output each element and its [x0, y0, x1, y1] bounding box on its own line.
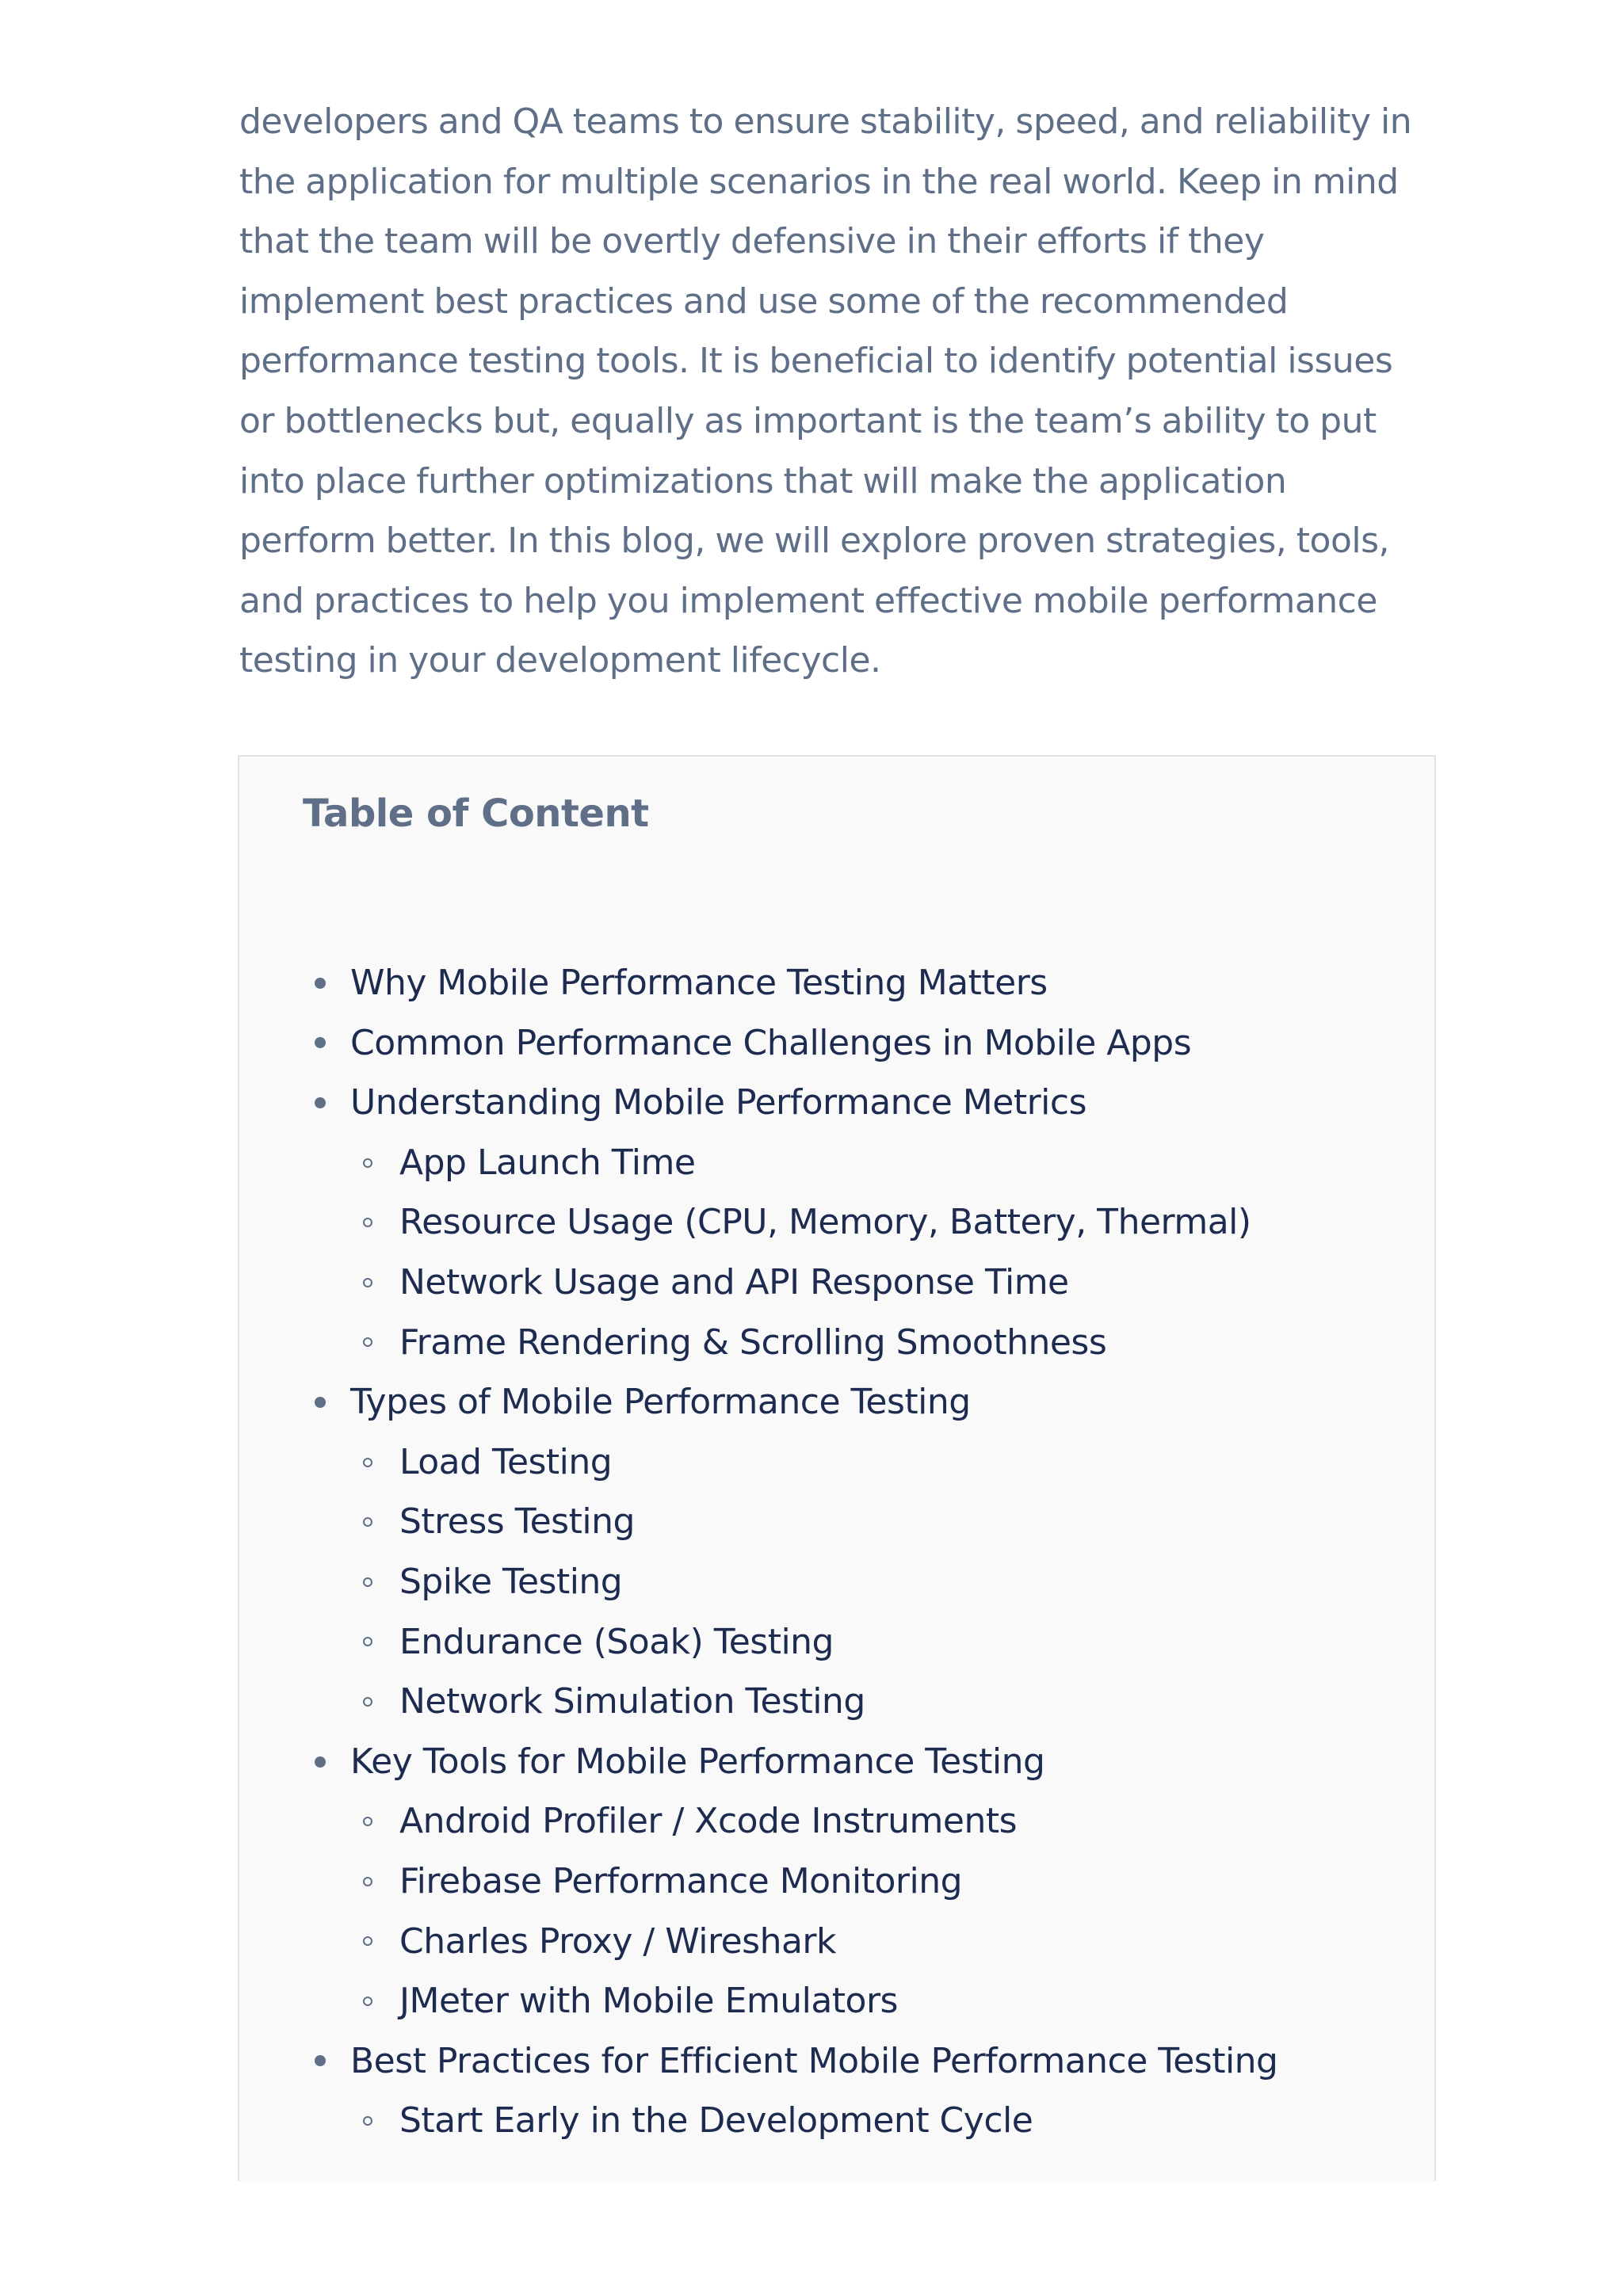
intro-line: the application for multiple scenarios in the real world. Keep in mind — [239, 161, 1399, 202]
toc-link-label[interactable]: Key Tools for Mobile Performance Testing — [350, 1741, 1045, 1782]
toc-link-label[interactable]: JMeter with Mobile Emulators — [399, 1981, 898, 2022]
hollow-bullet-icon — [363, 1337, 372, 1347]
toc-link[interactable] — [306, 1672, 1278, 1732]
toc-link-label[interactable]: Types of Mobile Performance Testing — [350, 1382, 971, 1423]
toc-list — [306, 953, 1278, 2151]
toc-link-label[interactable]: Why Mobile Performance Testing Matters — [350, 963, 1048, 1003]
hollow-bullet-icon — [363, 1218, 372, 1227]
toc-link-label[interactable]: Start Early in the Development Cycle — [399, 2100, 1033, 2142]
toc-link-label[interactable]: Endurance (Soak) Testing — [399, 1621, 834, 1662]
toc-link-label[interactable]: Stress Testing — [399, 1501, 635, 1543]
toc-link[interactable] — [306, 1432, 1278, 1493]
intro-line: testing in your development lifecycle. — [239, 640, 881, 681]
filled-bullet-icon — [315, 1097, 326, 1108]
toc-link[interactable] — [306, 953, 1278, 1013]
toc-link-label[interactable]: Android Profiler / Xcode Instruments — [399, 1801, 1018, 1842]
hollow-bullet-icon — [363, 1936, 372, 1946]
toc-link-label[interactable]: Network Usage and API Response Time — [399, 1261, 1069, 1302]
article-body — [239, 92, 1444, 691]
toc-link-label[interactable]: Spike Testing — [399, 1561, 623, 1602]
toc-link-label[interactable]: Common Performance Challenges in Mobile Apps — [350, 1022, 1192, 1063]
toc-link-label[interactable]: Charles Proxy / Wireshark — [399, 1920, 836, 1962]
toc-link[interactable] — [306, 1013, 1278, 1074]
toc-link[interactable] — [306, 1133, 1278, 1193]
toc-link[interactable] — [306, 1372, 1278, 1432]
filled-bullet-icon — [315, 1397, 326, 1408]
hollow-bullet-icon — [363, 1158, 372, 1168]
toc-link-label[interactable]: Firebase Performance Monitoring — [399, 1860, 963, 1901]
filled-bullet-icon — [315, 1756, 326, 1768]
toc-link[interactable] — [306, 2091, 1278, 2151]
toc-link[interactable] — [306, 1852, 1278, 1912]
intro-line: and practices to help you implement effective mobile performance — [239, 580, 1377, 621]
toc-link[interactable] — [306, 2031, 1278, 2092]
toc-link-label[interactable]: Resource Usage (CPU, Memory, Battery, Thermal) — [399, 1202, 1251, 1243]
hollow-bullet-icon — [363, 1278, 372, 1287]
intro-line: developers and QA teams to ensure stability, speed, and reliability in — [239, 101, 1412, 142]
intro-line: implement best practices and use some of the recommended — [239, 280, 1289, 322]
toc-link[interactable] — [306, 1612, 1278, 1672]
toc-link[interactable] — [306, 1912, 1278, 1972]
hollow-bullet-icon — [363, 1997, 372, 2006]
toc-link[interactable] — [306, 1253, 1278, 1313]
toc-link[interactable] — [306, 1313, 1278, 1373]
table-of-contents — [238, 755, 1436, 2181]
hollow-bullet-icon — [363, 1817, 372, 1826]
toc-link[interactable] — [306, 1192, 1278, 1253]
intro-line: into place further optimizations that will make the application — [239, 460, 1287, 502]
filled-bullet-icon — [315, 2055, 326, 2066]
hollow-bullet-icon — [363, 1458, 372, 1467]
toc-link[interactable] — [306, 1732, 1278, 1792]
toc-link-label[interactable]: App Launch Time — [399, 1142, 696, 1183]
toc-link-label[interactable]: Load Testing — [399, 1441, 613, 1482]
toc-link-label[interactable]: Frame Rendering & Scrolling Smoothness — [399, 1322, 1107, 1363]
intro-line: or bottlenecks but, equally as important is the team’s ability to put — [239, 400, 1377, 441]
hollow-bullet-icon — [363, 1697, 372, 1707]
toc-title: Table of Content — [303, 791, 649, 836]
toc-link-label[interactable]: Network Simulation Testing — [399, 1681, 865, 1722]
hollow-bullet-icon — [363, 1877, 372, 1886]
toc-link[interactable] — [306, 1971, 1278, 2031]
intro-line: performance testing tools. It is beneficial to identify potential issues — [239, 341, 1393, 382]
toc-link[interactable] — [306, 1492, 1278, 1552]
hollow-bullet-icon — [363, 1577, 372, 1587]
filled-bullet-icon — [315, 978, 326, 989]
toc-link[interactable] — [306, 1073, 1278, 1133]
intro-line: that the team will be overtly defensive in their efforts if they — [239, 221, 1265, 262]
toc-link-label[interactable]: Best Practices for Efficient Mobile Performance Testing — [350, 2040, 1278, 2081]
intro-line: perform better. In this blog, we will explore proven strategies, tools, — [239, 521, 1389, 562]
toc-link[interactable] — [306, 1791, 1278, 1852]
toc-link-label[interactable]: Understanding Mobile Performance Metrics — [350, 1082, 1087, 1123]
intro-paragraph — [239, 92, 1444, 691]
filled-bullet-icon — [315, 1037, 326, 1048]
toc-link[interactable] — [306, 1552, 1278, 1612]
hollow-bullet-icon — [363, 1517, 372, 1527]
hollow-bullet-icon — [363, 1637, 372, 1646]
hollow-bullet-icon — [363, 2116, 372, 2126]
